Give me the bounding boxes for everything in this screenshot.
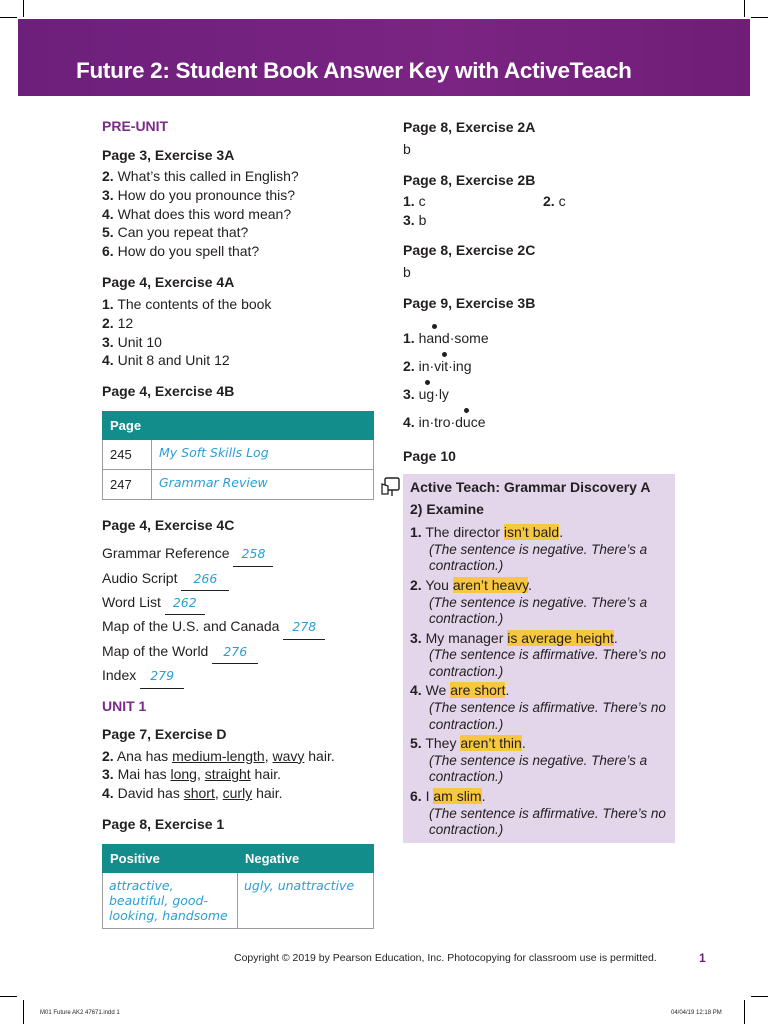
active-teach-icon: [380, 476, 400, 498]
grammar-item: 6. I am slim. (The sentence is affirmative. There’s no contraction.): [410, 787, 672, 839]
exercise-4c-list: [102, 542, 382, 688]
highlight: am slim: [433, 787, 482, 804]
exercise-3b-list: [403, 324, 683, 436]
table-cell: [238, 873, 374, 929]
file-slug: M01 Future AK2 47671.indd 1: [40, 1010, 120, 1016]
exercise-4b-table: [102, 411, 374, 500]
table-cell: 245: [103, 440, 152, 470]
table-row: [103, 873, 374, 929]
exercise-heading: Page 10: [403, 448, 456, 465]
crop-mark: [0, 996, 17, 997]
exercise-heading: Page 4, Exercise 4B: [102, 383, 235, 400]
explanation-note: (The sentence is negative. There’s a contraction.): [429, 594, 648, 627]
answer-text: b: [403, 264, 411, 281]
crop-mark: [23, 1000, 24, 1024]
exercise-heading: Page 3, Exercise 3A: [102, 147, 235, 163]
section-heading: UNIT 1: [102, 697, 147, 714]
crop-mark: [0, 17, 17, 18]
list-item: 2. 12: [102, 314, 134, 331]
exercise-7d-list: [102, 747, 382, 803]
exercise-8-1-table: [102, 844, 374, 929]
crop-mark: [744, 0, 745, 17]
list-item: 2. in·vit·ing: [403, 352, 683, 380]
list-item: 1. hand·some: [403, 324, 683, 352]
table-cell: [152, 440, 374, 470]
stress-dot: [425, 380, 430, 385]
explanation-note: (The sentence is affirmative. There’s no contraction.): [429, 700, 666, 732]
list-item: Map of the U.S. and Canada 278: [102, 615, 382, 639]
box-subtitle: 2) Examine: [410, 501, 484, 517]
highlight: aren’t heavy: [452, 576, 529, 593]
list-item: 4. David has short, curly hair.: [102, 785, 283, 802]
exercise-heading: Page 9, Exercise 3B: [403, 295, 536, 312]
exercise-heading: Page 4, Exercise 4C: [102, 517, 235, 534]
page-title: Future 2: Student Book Answer Key with ActiveTeach: [76, 58, 632, 83]
list-item: 2. Ana has medium-length, wavy hair.: [102, 747, 335, 764]
list-item: Index 279: [102, 664, 382, 688]
explanation-note: (The sentence is negative. There’s a contraction.): [429, 752, 648, 785]
grammar-item: 5. They aren’t thin. (The sentence is negative. There’s a contraction.): [410, 734, 672, 786]
highlight: isn’t bald: [503, 524, 560, 540]
exercise-heading: Page 7, Exercise D: [102, 725, 227, 742]
crop-mark: [751, 996, 768, 997]
table-header: Page: [103, 412, 152, 440]
exercise-heading: Page 8, Exercise 1: [102, 816, 225, 832]
highlight: are short: [450, 682, 506, 699]
stress-dot: [464, 408, 469, 413]
explanation-note: (The sentence is affirmative. There’s no contraction.): [429, 805, 666, 838]
crop-mark: [23, 0, 24, 17]
exercise-3a-list: [102, 167, 382, 261]
table-cell: [103, 873, 238, 929]
list-item: 4. What does this word mean?: [102, 205, 292, 222]
list-item: 1. c 2. c: [403, 192, 566, 209]
list-item: Map of the World 276: [102, 640, 382, 664]
list-item: 5. Can you repeat that?: [102, 224, 249, 241]
highlight: is average height: [507, 629, 614, 646]
exercise-heading: Page 4, Exercise 4A: [102, 273, 235, 290]
list-item: 1. The contents of the book: [102, 295, 272, 312]
list-item: Grammar Reference 258: [102, 542, 382, 566]
exercise-heading: Page 8, Exercise 2B: [403, 171, 536, 188]
table-header: Positive: [103, 845, 238, 873]
stress-dot: [432, 324, 437, 329]
list-item: 6. How do you spell that?: [102, 243, 260, 260]
crop-mark: [744, 1000, 745, 1024]
grammar-item: 2. You aren’t heavy. (The sentence is negative. There’s a contraction.): [410, 576, 672, 628]
list-item: Audio Script 266: [102, 567, 382, 591]
highlight: aren’t thin: [460, 735, 522, 752]
table-cell: [152, 470, 374, 500]
table-header: [152, 412, 374, 440]
handwritten-answer: attractive, beautiful, good-looking, handsome: [109, 878, 228, 923]
page-number: 1: [699, 951, 706, 965]
list-item: Word List 262: [102, 591, 382, 615]
list-item: 2. What’s this called in English?: [102, 168, 299, 184]
answer-text: b: [403, 141, 411, 157]
grammar-item: 1. The director isn’t bald. (The sentence is negative. There’s a contraction.): [410, 523, 672, 575]
explanation-note: (The sentence is negative. There’s a contraction.): [429, 541, 648, 574]
handwritten-answer: ugly, unattractive: [244, 878, 355, 893]
exercise-heading: Page 8, Exercise 2C: [403, 242, 536, 259]
table-row: [103, 440, 374, 470]
list-item: 3. Unit 10: [102, 333, 162, 350]
grammar-item: 4. We are short. (The sentence is affirmative. There’s no contraction.): [410, 681, 672, 733]
exercise-4a-list: [102, 295, 382, 370]
right-column: [403, 119, 683, 464]
stress-dot: [442, 352, 447, 357]
list-item: 3. b: [403, 211, 427, 228]
grammar-item: 3. My manager is average height. (The sentence is affirmative. There’s no contraction.): [410, 629, 672, 681]
crop-mark: [751, 17, 768, 18]
explanation-note: (The sentence is affirmative. There’s no contraction.): [429, 647, 666, 679]
table-cell: 247: [103, 470, 152, 500]
box-title: Active Teach: Grammar Discovery A: [410, 479, 651, 495]
list-item: 4. Unit 8 and Unit 12: [102, 352, 230, 369]
list-item: 3. Mai has long, straight hair.: [102, 766, 282, 783]
exercise-heading: Page 8, Exercise 2A: [403, 119, 536, 135]
list-item: 3. ug·ly: [403, 380, 683, 408]
handwritten-answer: My Soft Skills Log: [159, 445, 269, 461]
list-item: 4. in·tro·duce: [403, 408, 683, 436]
date-slug: 04/04/19 12:18 PM: [671, 1010, 722, 1016]
handwritten-answer: Grammar Review: [159, 475, 268, 491]
active-teach-content: [410, 479, 672, 839]
section-heading: PRE-UNIT: [102, 118, 169, 134]
list-item: 3. How do you pronounce this?: [102, 186, 296, 203]
table-row: [103, 470, 374, 500]
left-column: [102, 118, 382, 929]
copyright-text: Copyright © 2019 by Pearson Education, Inc. Photocopying for classroom use is permitted.: [234, 952, 657, 964]
table-header: Negative: [238, 845, 374, 873]
